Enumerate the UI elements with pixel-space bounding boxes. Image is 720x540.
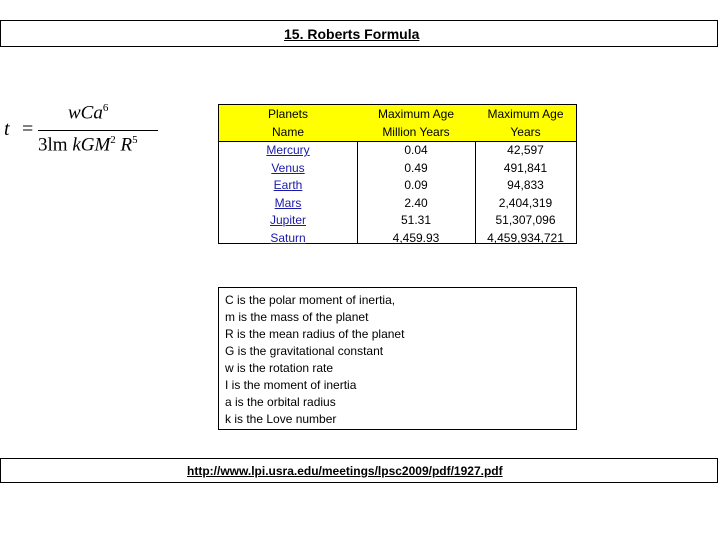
- planet-link-earth[interactable]: Earth: [273, 178, 303, 192]
- table-cell: 0.49: [404, 160, 428, 175]
- formula-fraction-bar: [38, 130, 158, 131]
- planet-link-mars[interactable]: Mars: [274, 195, 302, 210]
- planet-age-table: [218, 104, 577, 244]
- page-title: 15. Roberts Formula: [284, 26, 420, 42]
- formula-lhs: t: [4, 118, 10, 140]
- table-cell: 51,307,096: [495, 213, 556, 227]
- table-cell: 4,459.93: [392, 230, 440, 245]
- table-cell: 0.09: [404, 178, 428, 192]
- planet-column: [219, 105, 358, 243]
- source-link[interactable]: http://www.lpi.usra.edu/meetings/lpsc2009/pdf/1927.pdf: [187, 464, 503, 478]
- formula-equals: =: [22, 118, 34, 140]
- definition-line: C is the polar moment of inertia,: [225, 293, 396, 307]
- planet-link-saturn[interactable]: Saturn: [270, 230, 306, 245]
- table-cell: 51.31: [400, 213, 432, 227]
- table-cell: 2,404,319: [498, 195, 553, 210]
- definition-line: I is the moment of inertia: [225, 378, 357, 392]
- planet-link-mercury[interactable]: Mercury: [266, 143, 310, 157]
- definition-line: a is the orbital radius: [225, 395, 336, 409]
- definition-line: R is the mean radius of the planet: [225, 327, 405, 341]
- table-cell: 4,459,934,721: [487, 230, 564, 245]
- definition-line: G is the gravitational constant: [225, 344, 384, 358]
- years-column: [475, 105, 576, 243]
- definition-line: k is the Love number: [225, 412, 337, 426]
- table-cell: 491,841: [503, 160, 548, 175]
- definition-line: m is the mass of the planet: [225, 310, 369, 324]
- source-bar: [0, 458, 718, 483]
- variable-definitions: [218, 287, 577, 430]
- table-cell: 2.40: [404, 195, 428, 210]
- million-years-column: [357, 105, 476, 243]
- title-bar: [0, 20, 718, 47]
- formula-denominator: 3lm kGM$^2$ $R^5$: [38, 134, 138, 156]
- definition-line: w is the rotation rate: [225, 361, 334, 375]
- formula-numerator: wCa$^6$: [68, 102, 109, 124]
- million-years-header: Maximum Age Million Years: [357, 105, 475, 142]
- roberts-formula: [4, 100, 164, 160]
- planet-column-header: Planets Name: [219, 105, 357, 142]
- table-cell: 94,833: [507, 178, 544, 192]
- table-cell: 42,597: [507, 143, 544, 157]
- table-cell: 0.04: [404, 143, 428, 157]
- planet-link-venus[interactable]: Venus: [271, 160, 305, 175]
- years-header: Maximum Age Years: [475, 105, 576, 142]
- planet-link-jupiter[interactable]: Jupiter: [269, 213, 307, 227]
